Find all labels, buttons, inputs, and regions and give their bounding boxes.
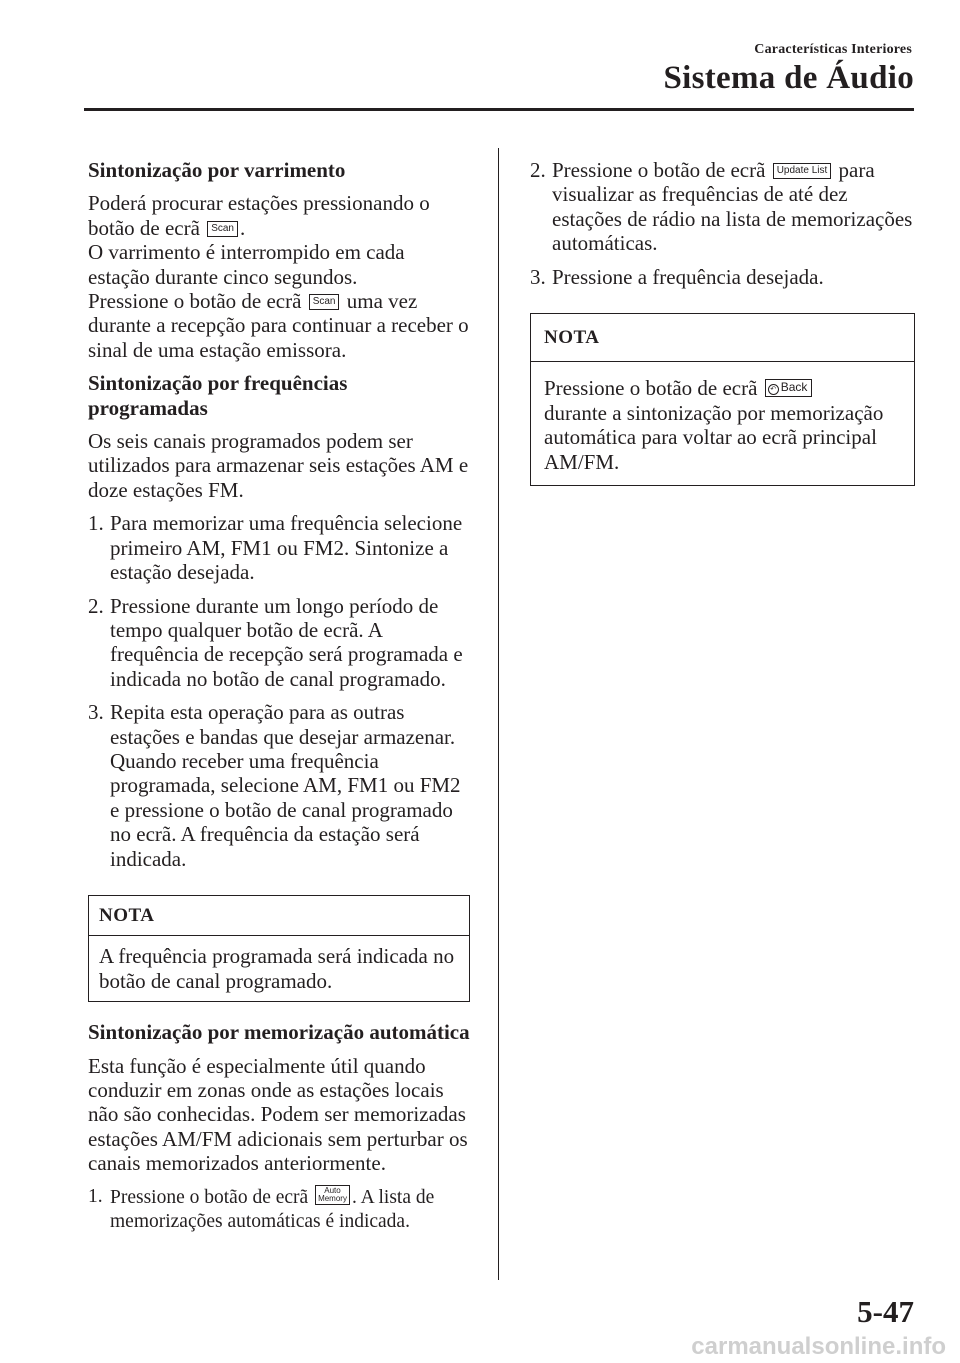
paragraph: Esta função é especialmente útil quando conduzir em zonas onde as estações locais não são conhecidas. Podem ser memorizadas estações AM/FM adicionais sem perturbar os canais memorizados anteriormente. <box>88 1053 468 1176</box>
back-arrow-icon: ↶ <box>768 384 779 395</box>
update-list-button-icon: Update List <box>773 163 832 179</box>
scan-button-icon: Scan <box>309 294 340 310</box>
list-item: 2. Pressione durante um longo período de tempo qualquer botão de ecrã. A frequência de recepção será programada e indicada no botão de canal programado. <box>88 593 463 691</box>
note-heading: NOTA <box>531 314 914 362</box>
paragraph: Poderá procurar estações pressionando o botão de ecrã Scan . O varrimento é interrompido em cada estação durante cinco segundos. Pressione o botão de ecrã Scan uma vez durante a recepção para continuar a receber o sinal de uma estação emissora. <box>88 191 469 362</box>
list-item: 2. Pressione o botão de ecrã Update List para visualizar as frequências de até dez estações de rádio na lista de memorizações automáticas. <box>530 158 913 256</box>
paragraph: Os seis canais programados podem ser utilizados para armazenar seis estações AM e doze estações FM. <box>88 429 469 502</box>
section-label: Características Interiores <box>754 42 912 57</box>
left-column <box>88 158 470 1243</box>
list-item: 3. Pressione a frequência desejada. <box>530 264 824 289</box>
note-body: A frequência programada será indicada no botão de canal programado. <box>99 944 455 993</box>
section-heading-scan-tuning: Sintonização por varrimento <box>88 158 346 182</box>
column-divider <box>498 148 499 1280</box>
watermark-footer: carmanualsonline.info <box>691 1333 946 1360</box>
note-box <box>530 313 915 486</box>
note-heading: NOTA <box>89 896 469 936</box>
section-heading-auto-memory: Sintonização por memorização automática <box>88 1020 470 1045</box>
scan-button-icon: Scan <box>207 221 238 237</box>
auto-memory-button-icon: Auto Memory <box>315 1185 350 1205</box>
section-heading-preset-tuning: Sintonização por frequências programadas <box>88 371 348 420</box>
page-number: 5-47 <box>857 1294 914 1329</box>
note-box <box>88 895 470 1002</box>
steps-list <box>88 1185 470 1234</box>
right-column <box>530 158 915 504</box>
list-item: 1. Pressione o botão de ecrã Auto Memory . A lista de memorizações automáticas é indicada. <box>88 1185 435 1232</box>
steps-list <box>88 511 470 871</box>
steps-list <box>530 158 915 289</box>
page-title: Sistema de Áudio <box>663 60 914 96</box>
list-item: 1. Para memorizar uma frequência selecione primeiro AM, FM1 ou FM2. Sintonize a estação desejada. <box>88 511 463 585</box>
back-button-icon: ↶ Back <box>765 379 813 397</box>
list-item: 3. Repita esta operação para as outras estações e bandas que desejar armazenar. Quando receber uma frequência programada, selecione AM, FM1 ou FM2 e pressione o botão de canal programado no ecrã. A frequência da estação será indicada. <box>88 700 461 871</box>
header-rule <box>84 108 914 111</box>
note-body: Pressione o botão de ecrã ↶ Back durante a sintonização por memorização automática para voltar ao ecrã principal AM/FM. <box>544 376 884 474</box>
